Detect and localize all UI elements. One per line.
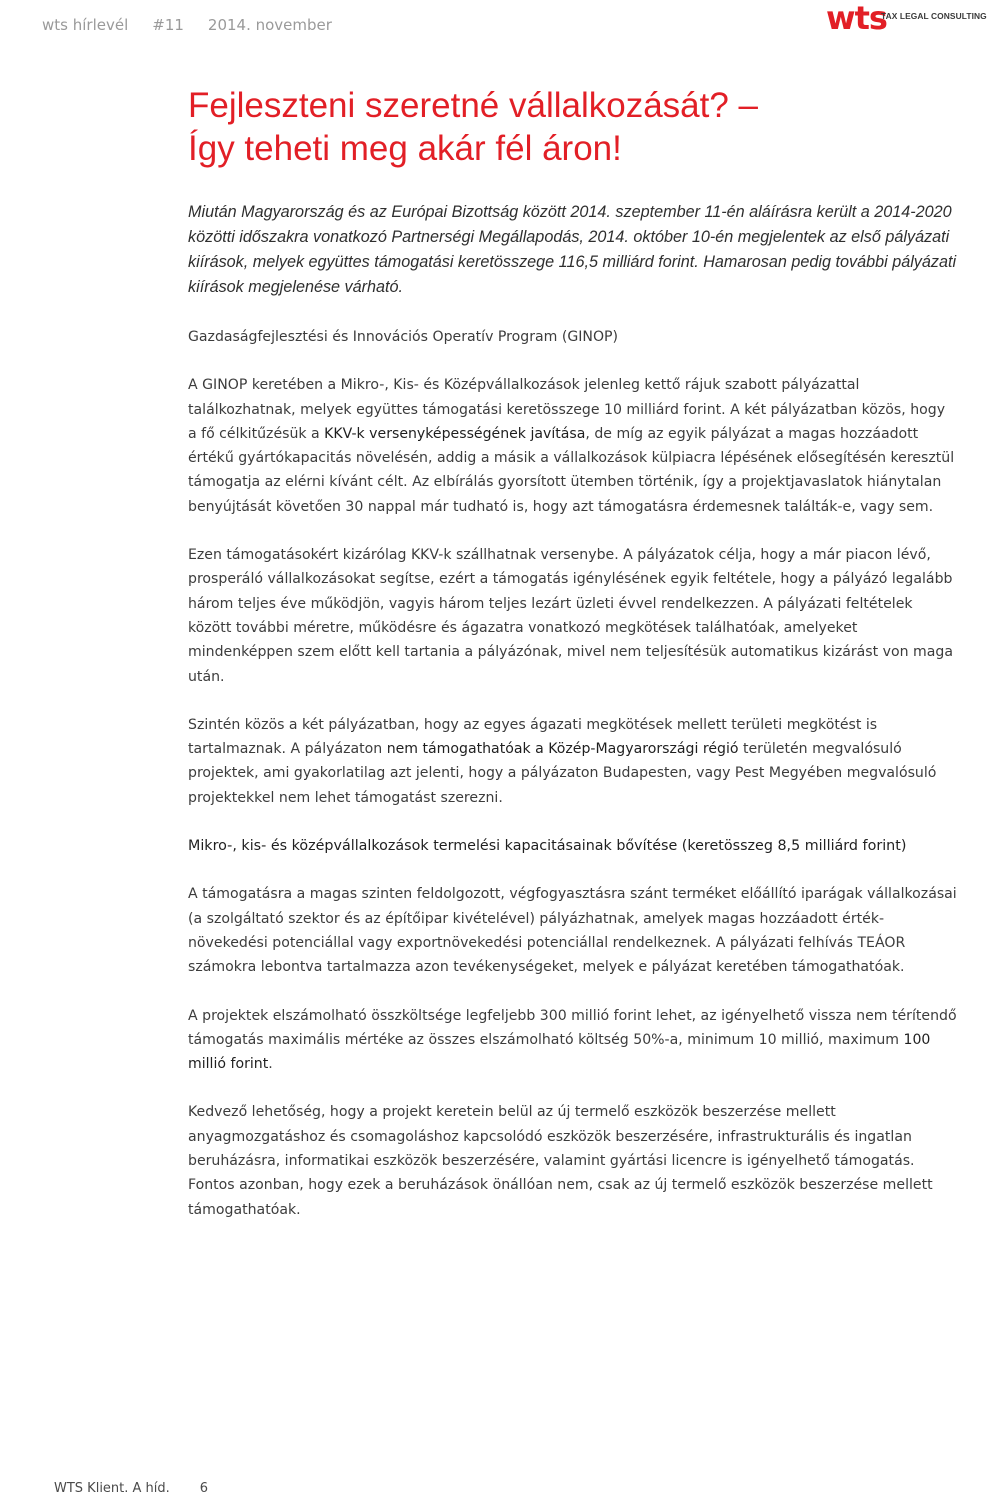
- article-title: [188, 84, 958, 170]
- logo-mark: wts: [826, 0, 887, 37]
- text-run: területén megvalósuló projektek, ami gyakorlatilag azt jelenti, hogy a pályázaton Budapesten, vagy Pest Megyében megvalósuló projektekkel nem lehet támogatást szerezni.: [188, 741, 937, 806]
- issue-date: 2014. november: [207, 16, 332, 34]
- highlight-max-amount: 100 millió forint: [188, 1031, 931, 1073]
- footer-brand: WTS Klient. A híd.: [54, 1481, 170, 1496]
- text-run: A projektek elszámolható összköltsége legfeljebb 300 millió forint lehet, az igényelhető vissza nem térítendő támogatás maximális mértéke az összes elszámolható költség 50%-a, minimum 10 millió, maximum: [188, 1007, 957, 1048]
- paragraph-eligibility: Ezen támogatásokért kizárólag KKV-k szállhatnak versenybe. A pályázatok célja, hogy a már piacon lévő, prosperáló vállalkozásokat segítse, ezért a támogatás igénylésének egyik feltétele, hogy a pályázó legalább három teljes éve működjön, vagyis három teljes lezárt üzleti évvel rendelkezzen. A pályázati feltételek között további méretre, működésre és ágazatra vonatkozó megkötések találhatóak, amelyeket mindenképpen szem előtt kell tartania a pályázónak, mivel nem teljesítésük automatikus kizárást von maga után.: [188, 547, 953, 685]
- lead-paragraph: Miután Magyarország és az Európai Bizottság között 2014. szeptember 11-én aláírásra került a 2014-2020 közötti időszakra vonatkozó Partnerségi Megállapodás, 2014. október 10-én megjelentek az első pályázati kiírások, melyek együttes támogatási keretösszege 116,5 milliárd forint. Hamarosan pedig további pályázati kiírások megjelenése várható.: [188, 203, 957, 296]
- section-heading-capacity: Mikro-, kis- és középvállalkozások termelési kapacitásainak bővítése (keretösszeg 8,5 milliárd forint): [188, 838, 907, 855]
- title-line-2: Így teheti meg akár fél áron!: [188, 129, 622, 168]
- newsletter-name: wts hírlevél: [42, 16, 129, 34]
- logo-tagline: TAX LEGAL CONSULTING: [881, 11, 987, 21]
- paragraph-regional: [188, 713, 958, 810]
- text-run: Szintén közös a két pályázatban, hogy az egyes ágazati megkötések mellett területi megkötést is tartalmaznak. A pályázaton: [188, 716, 878, 758]
- wts-logo: [826, 0, 987, 37]
- highlight-kkv: KKV-k versenyképességének javítása: [324, 425, 586, 442]
- page-number: 6: [199, 1481, 209, 1496]
- paragraph-funding-limits: [188, 1004, 958, 1077]
- article: [188, 84, 958, 1222]
- title-line-1: Fejleszteni szeretné vállalkozását? –: [188, 86, 759, 125]
- section-heading-ginop: Gazdaságfejlesztési és Innovációs Operatív Program (GINOP): [188, 329, 619, 345]
- highlight-region: nem támogathatóak a Közép-Magyarországi régió: [386, 741, 739, 758]
- paragraph-target-industries: A támogatásra a magas szinten feldolgozott, végfogyasztásra szánt terméket előállító iparágak vállalkozásai (a szolgáltató szektor és az építőipar kivételével) pályázhatnak, amelyek magas hozzáadott érték-növekedési potenciállal vagy exportnövekedési potenciállal rendelkeznek. A pályázati felhívás TEÁOR számokra lebontva tartalmazza azon tevékenységeket, melyek e pályázat keretében támogathatóak.: [188, 886, 957, 976]
- text-run: .: [268, 1056, 273, 1073]
- issue-number: #11: [152, 16, 184, 34]
- page-header: [0, 0, 987, 50]
- text-run: A GINOP keretében a Mikro-, Kis- és Középvállalkozások jelenleg kettő rájuk szabott pályázattal találkozhatnak, melyek együttes támogatási keretösszege 10 milliárd forint. A két pályázatban közös, hogy a fő célkitűzésük a: [188, 377, 946, 442]
- paragraph-ginop-intro: [188, 373, 958, 519]
- page-footer: [54, 1481, 208, 1496]
- paragraph-eligible-costs: Kedvező lehetőség, hogy a projekt keretein belül az új termelő eszközök beszerzése mellett anyagmozgatáshoz és csomagoláshoz kapcsolódó eszközök beszerzésére, infrastrukturális és ingatlan beruházásra, informatikai eszközök beszerzésére, valamint gyártási licencre is igényelhető támogatás. Fontos azonban, hogy ezek a beruházások önállóan nem, csak az új termelő eszközök beszerzése mellett támogathatóak.: [188, 1104, 933, 1218]
- text-run: , de míg az egyik pályázat a magas hozzáadott értékű gyártókapacitás növelésén, addig a másik a vállalkozások külpiacra lépésének elősegítésén keresztül támogatja az elérni kívánt célt. Az elbírálás gyorsított ütemben történik, így a projektjavaslatok hiánytalan benyújtását követően 30 nappal már tudható is, hogy azt támogatásra érdemesnek találták-e, vagy sem.: [188, 425, 955, 515]
- newsletter-meta: [42, 16, 356, 34]
